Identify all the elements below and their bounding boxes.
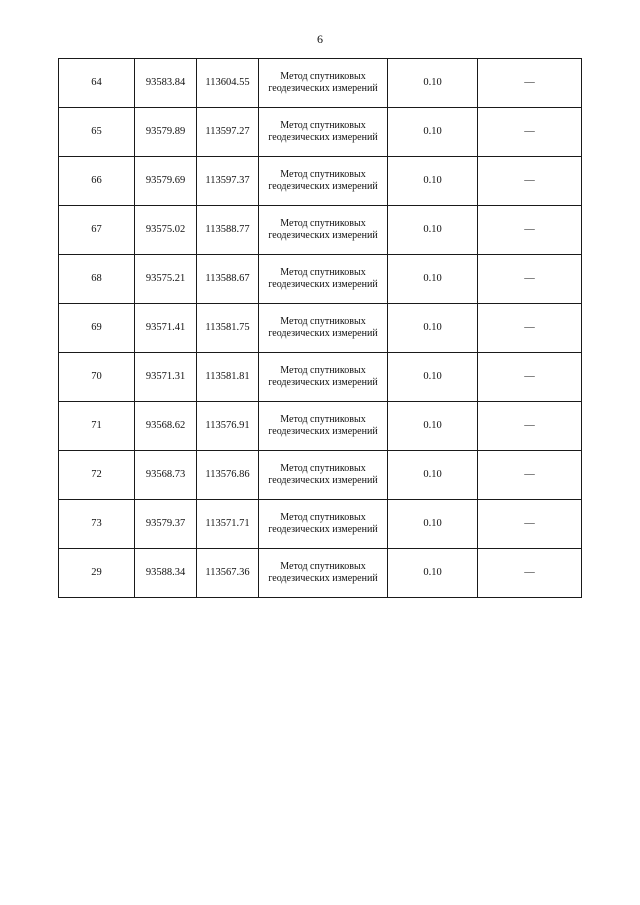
method-line-1: Метод спутниковых bbox=[280, 365, 366, 376]
note-cell: — bbox=[478, 500, 582, 549]
x-coordinate-cell: 93583.84 bbox=[135, 59, 197, 108]
y-coordinate-cell: 113576.86 bbox=[197, 451, 259, 500]
table-row bbox=[59, 304, 582, 353]
y-coordinate-cell: 113604.55 bbox=[197, 59, 259, 108]
method-line-2: геодезических измерений bbox=[268, 573, 378, 584]
note-cell: — bbox=[478, 108, 582, 157]
note-cell: — bbox=[478, 206, 582, 255]
point-number-cell: 73 bbox=[59, 500, 135, 549]
y-coordinate-cell: 113571.71 bbox=[197, 500, 259, 549]
note-cell: — bbox=[478, 59, 582, 108]
x-coordinate-cell: 93579.69 bbox=[135, 157, 197, 206]
table-row bbox=[59, 500, 582, 549]
method-cell bbox=[259, 353, 388, 402]
y-coordinate-cell: 113588.67 bbox=[197, 255, 259, 304]
note-cell: — bbox=[478, 304, 582, 353]
table-row bbox=[59, 353, 582, 402]
method-cell bbox=[259, 108, 388, 157]
accuracy-cell: 0.10 bbox=[388, 108, 478, 157]
x-coordinate-cell: 93579.89 bbox=[135, 108, 197, 157]
point-number-cell: 67 bbox=[59, 206, 135, 255]
method-line-1: Метод спутниковых bbox=[280, 316, 366, 327]
accuracy-cell: 0.10 bbox=[388, 59, 478, 108]
method-line-2: геодезических измерений bbox=[268, 475, 378, 486]
y-coordinate-cell: 113567.36 bbox=[197, 549, 259, 598]
method-cell bbox=[259, 255, 388, 304]
method-line-2: геодезических измерений bbox=[268, 377, 378, 388]
x-coordinate-cell: 93579.37 bbox=[135, 500, 197, 549]
table-body bbox=[59, 59, 582, 598]
point-number-cell: 69 bbox=[59, 304, 135, 353]
x-coordinate-cell: 93571.41 bbox=[135, 304, 197, 353]
method-line-1: Метод спутниковых bbox=[280, 71, 366, 82]
method-cell bbox=[259, 59, 388, 108]
method-line-1: Метод спутниковых bbox=[280, 169, 366, 180]
accuracy-cell: 0.10 bbox=[388, 206, 478, 255]
point-number-cell: 71 bbox=[59, 402, 135, 451]
accuracy-cell: 0.10 bbox=[388, 500, 478, 549]
method-cell bbox=[259, 157, 388, 206]
method-cell bbox=[259, 304, 388, 353]
accuracy-cell: 0.10 bbox=[388, 549, 478, 598]
point-number-cell: 66 bbox=[59, 157, 135, 206]
page-number: 6 bbox=[317, 32, 323, 46]
method-cell bbox=[259, 402, 388, 451]
y-coordinate-cell: 113588.77 bbox=[197, 206, 259, 255]
coordinates-table bbox=[58, 58, 582, 598]
method-line-2: геодезических измерений bbox=[268, 230, 378, 241]
table-row bbox=[59, 255, 582, 304]
method-line-2: геодезических измерений bbox=[268, 181, 378, 192]
point-number-cell: 29 bbox=[59, 549, 135, 598]
table-row bbox=[59, 402, 582, 451]
note-cell: — bbox=[478, 451, 582, 500]
method-line-2: геодезических измерений bbox=[268, 279, 378, 290]
method-cell bbox=[259, 549, 388, 598]
y-coordinate-cell: 113576.91 bbox=[197, 402, 259, 451]
method-cell bbox=[259, 451, 388, 500]
table-row bbox=[59, 59, 582, 108]
x-coordinate-cell: 93575.21 bbox=[135, 255, 197, 304]
table-row bbox=[59, 108, 582, 157]
point-number-cell: 72 bbox=[59, 451, 135, 500]
method-line-1: Метод спутниковых bbox=[280, 414, 366, 425]
table-row bbox=[59, 206, 582, 255]
x-coordinate-cell: 93568.62 bbox=[135, 402, 197, 451]
y-coordinate-cell: 113581.75 bbox=[197, 304, 259, 353]
method-line-2: геодезических измерений bbox=[268, 426, 378, 437]
point-number-cell: 64 bbox=[59, 59, 135, 108]
note-cell: — bbox=[478, 549, 582, 598]
accuracy-cell: 0.10 bbox=[388, 353, 478, 402]
point-number-cell: 70 bbox=[59, 353, 135, 402]
method-line-1: Метод спутниковых bbox=[280, 463, 366, 474]
x-coordinate-cell: 93575.02 bbox=[135, 206, 197, 255]
x-coordinate-cell: 93571.31 bbox=[135, 353, 197, 402]
method-line-2: геодезических измерений bbox=[268, 83, 378, 94]
method-line-2: геодезических измерений bbox=[268, 132, 378, 143]
table-row bbox=[59, 451, 582, 500]
method-line-1: Метод спутниковых bbox=[280, 512, 366, 523]
accuracy-cell: 0.10 bbox=[388, 402, 478, 451]
point-number-cell: 68 bbox=[59, 255, 135, 304]
accuracy-cell: 0.10 bbox=[388, 157, 478, 206]
table-row bbox=[59, 549, 582, 598]
y-coordinate-cell: 113597.27 bbox=[197, 108, 259, 157]
method-line-1: Метод спутниковых bbox=[280, 267, 366, 278]
y-coordinate-cell: 113581.81 bbox=[197, 353, 259, 402]
x-coordinate-cell: 93568.73 bbox=[135, 451, 197, 500]
method-line-1: Метод спутниковых bbox=[280, 218, 366, 229]
note-cell: — bbox=[478, 157, 582, 206]
method-cell bbox=[259, 206, 388, 255]
note-cell: — bbox=[478, 255, 582, 304]
note-cell: — bbox=[478, 402, 582, 451]
method-line-1: Метод спутниковых bbox=[280, 120, 366, 131]
accuracy-cell: 0.10 bbox=[388, 304, 478, 353]
accuracy-cell: 0.10 bbox=[388, 451, 478, 500]
accuracy-cell: 0.10 bbox=[388, 255, 478, 304]
y-coordinate-cell: 113597.37 bbox=[197, 157, 259, 206]
method-line-2: геодезических измерений bbox=[268, 524, 378, 535]
table-row bbox=[59, 157, 582, 206]
method-cell bbox=[259, 500, 388, 549]
method-line-1: Метод спутниковых bbox=[280, 561, 366, 572]
method-line-2: геодезических измерений bbox=[268, 328, 378, 339]
point-number-cell: 65 bbox=[59, 108, 135, 157]
note-cell: — bbox=[478, 353, 582, 402]
x-coordinate-cell: 93588.34 bbox=[135, 549, 197, 598]
